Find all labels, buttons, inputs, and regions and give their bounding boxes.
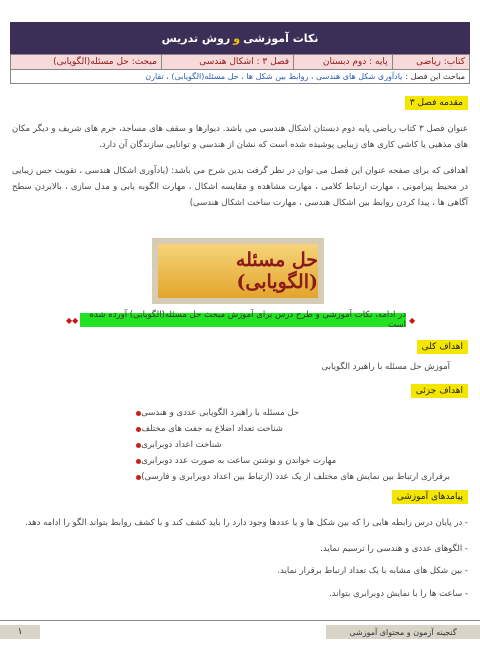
- bullet-icon: [136, 475, 141, 480]
- right-diamond-icon: ◆: [409, 316, 416, 325]
- lesson-banner: [152, 238, 324, 304]
- title-amp: و: [233, 31, 241, 45]
- lesson-info-table: [10, 54, 470, 70]
- page-title-bar: [10, 22, 470, 54]
- list-item: شناخت تعداد اضلاع به جفت های مختلف: [128, 421, 450, 437]
- list-item: شناخت اعداد دوبرابری: [128, 437, 450, 453]
- list-item: مهارت خواندن و نوشتن ساعت به صورت عدد دوبرابری: [128, 453, 450, 469]
- chapter-cell: فصل ۳ : اشکال هندسی: [161, 55, 293, 70]
- outcomes-heading: پیامدهای آموزشی: [392, 490, 468, 504]
- partial-goals-heading: اهداف جزئی: [411, 384, 468, 398]
- grade-cell: پایه : دوم دبستان: [294, 55, 393, 70]
- intro-heading: مقدمه فصل ۳: [405, 96, 468, 110]
- footer-divider: [0, 620, 480, 621]
- page-number: ۱: [0, 625, 40, 639]
- general-goals-text: آموزش حل مسئله با راهبرد الگویابی: [321, 362, 450, 372]
- bullet-icon: [136, 411, 141, 416]
- intro-paragraph-1: عنوان فصل ۳ کتاب ریاضی پایه دوم دبستان اشکال هندسی می باشد. دیوارها و سقف های مساجد، حرم های شریف و دیگر مکان های مذهبی یا کاشی کاری های زیبایی پوشیده شده است که نشان از هندسی و توانایی سازندگان آن دارد.: [12, 124, 468, 150]
- title-part1: نکات آموزشی: [243, 31, 319, 45]
- bullet-icon: [136, 459, 141, 464]
- topics-label: مباحث این فصل :: [405, 72, 465, 81]
- banner-title: حل مسئله (الگویابی): [158, 244, 318, 298]
- book-cell: کتاب: ریاضی: [392, 55, 469, 70]
- left-diamond-icon: ◆◆: [66, 316, 79, 325]
- list-item: حل مسئله با راهبرد الگویابی عددی و هندسی: [128, 405, 450, 421]
- outcome-line-2: - الگوهای عددی و هندسی را ترسیم نماید.: [320, 544, 468, 554]
- topics-value: یادآوری شکل های هندسی ، روابط بین شکل ها ، حل مسئله(الگویابی) ، تقارن: [145, 72, 403, 81]
- bullet-icon: [136, 427, 141, 432]
- intro-paragraph-2: اهدافی که برای صفحه عنوان این فصل می توان در نظر گرفت بدین شرح می باشد: (یادآوری اشکال هندسی ، تقویت حس زیبایی در محیط پیرامونی ، مهارت ارتباط کلامی ، مهارت مشاهده و مقایسه اشکال ، مهارت الگوبه یابی و مدل سازی ، بالابردن سطح آگاهی ها ، پیدا کردن روابط بین اشکال هندسی ، مهارت ساخت اشکال هندسی): [12, 166, 468, 208]
- notice-banner: در ادامه، نکات آموزشی و طرح درس برای آموزش مبحث حل مسئله(الگویابی) آورده شده است: [80, 313, 406, 327]
- general-goals-heading: اهداف کلی: [417, 340, 468, 354]
- footer-source: گنجینه آزمون و محتوای آموزشی: [326, 625, 480, 639]
- topic-cell: مبحث: حل مسئله(الگویابی): [11, 55, 162, 70]
- outcome-line-3: - بین شکل های مشابه با یک تعداد ارتباط برقرار نماید.: [277, 566, 468, 576]
- outcome-line-1: - در پایان درس رابطه هایی را که بین شکل ها و یا عددها وجود دارد را باید کشف کند و با کشف روابط بتواند الگو را ادامه دهد.: [24, 518, 468, 528]
- partial-goals-list: [128, 405, 450, 485]
- title-part2: روش تدریس: [161, 31, 231, 45]
- chapter-topics-row: [10, 69, 470, 84]
- outcome-line-4: - ساعت ها را با نمایش دوبرابری بتواند.: [329, 589, 468, 599]
- bullet-icon: [136, 443, 141, 448]
- list-item: برقراری ارتباط بین نمایش های مختلف از یک عدد (ارتباط بین اعداد دوبرابری و فارسی): [128, 469, 450, 485]
